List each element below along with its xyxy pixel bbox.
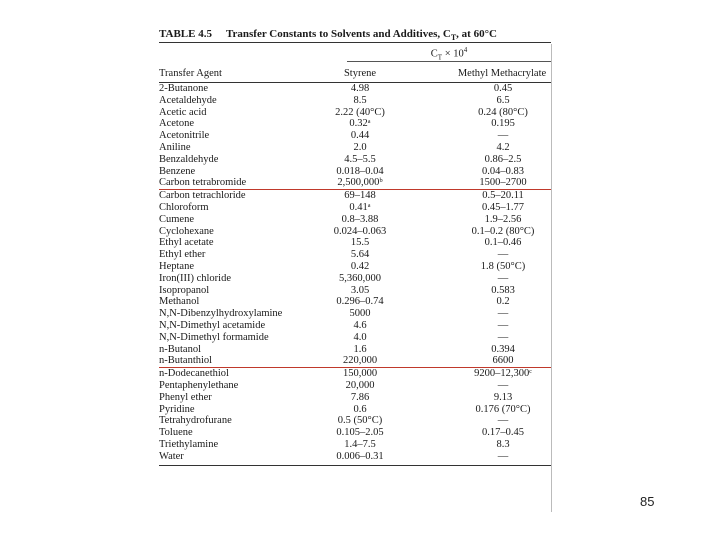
table-row [159, 166, 551, 178]
styrene-cell: 150,000 [342, 368, 378, 380]
table-row [159, 344, 551, 356]
styrene-cell: 4.5–5.5 [344, 153, 376, 165]
styrene-cell: 0.6 [353, 403, 367, 415]
agent-cell: Phenyl ether [159, 391, 212, 403]
mma-cell: — [497, 130, 509, 142]
page-number: 85 [640, 494, 655, 509]
table-row [159, 154, 551, 166]
agent-cell: Ethyl acetate [159, 237, 214, 249]
agent-cell: Cyclohexane [159, 225, 214, 237]
styrene-cell: 0.44 [350, 130, 370, 142]
agent-cell: N,N-Dimethyl formamide [159, 331, 269, 343]
table-container [159, 26, 551, 466]
ct-spanner-rule [347, 61, 551, 62]
mma-cell: 0.1–0.2 (80°C) [471, 225, 535, 237]
agent-cell: Triethylamine [159, 438, 219, 450]
styrene-cell: 2.22 (40°C) [335, 106, 385, 118]
table-row [159, 355, 551, 368]
styrene-cell: 15.5 [350, 237, 370, 249]
agent-cell: Cumene [159, 213, 194, 225]
styrene-cell: 4.0 [353, 331, 367, 343]
header-styrene: Styrene [343, 68, 377, 79]
agent-cell: Pentaphenylethane [159, 379, 239, 391]
mma-cell: 0.2 [496, 296, 510, 308]
agent-cell: Water [159, 450, 184, 462]
table-row [159, 142, 551, 154]
table-row [159, 107, 551, 119]
table-row [159, 83, 551, 95]
styrene-cell: 0.006–0.31 [336, 450, 384, 462]
agent-cell: n-Butanol [159, 343, 201, 355]
mma-cell: — [497, 379, 509, 391]
styrene-cell: 0.5 (50°C) [337, 415, 383, 427]
agent-cell: Iron(III) chloride [159, 272, 232, 284]
mma-cell: — [497, 272, 509, 284]
table-row [159, 237, 551, 249]
table-row [159, 439, 551, 451]
table-row [159, 95, 551, 107]
styrene-cell: 0.41ᵃ [349, 201, 371, 213]
table-row [159, 261, 551, 273]
styrene-cell: 69–148 [344, 190, 376, 202]
table-row [159, 404, 551, 416]
styrene-cell: 0.42 [350, 260, 370, 272]
agent-cell: Methanol [159, 296, 200, 308]
mma-cell: 1.9–2.56 [484, 213, 522, 225]
styrene-cell: 4.98 [350, 83, 370, 94]
table-row [159, 273, 551, 285]
agent-cell: Benzene [159, 165, 196, 177]
agent-cell: Isopropanol [159, 284, 210, 296]
styrene-cell: 3.05 [350, 284, 370, 296]
styrene-cell: 0.105–2.05 [336, 427, 384, 439]
title-end: , at 60°C [456, 28, 497, 40]
table-row [159, 190, 551, 202]
styrene-cell: 5.64 [350, 249, 370, 261]
table-title [159, 26, 551, 42]
agent-cell: Acetone [159, 118, 194, 130]
mma-cell: — [497, 249, 509, 261]
table-row [159, 130, 551, 142]
agent-cell: Aniline [159, 141, 191, 153]
agent-cell: Acetaldehyde [159, 94, 217, 106]
mma-cell: 0.17–0.45 [482, 427, 524, 439]
table-row [159, 202, 551, 214]
mma-cell: 0.86–2.5 [484, 153, 522, 165]
styrene-cell: 1.6 [353, 343, 367, 355]
table-row [159, 451, 551, 463]
styrene-cell: 8.5 [353, 94, 367, 106]
mma-cell: 6.5 [496, 94, 510, 106]
table-row [159, 296, 551, 308]
styrene-cell: 0.8–3.88 [341, 213, 379, 225]
agent-cell: Carbon tetrachloride [159, 190, 246, 202]
styrene-cell: 5,360,000 [339, 272, 381, 284]
styrene-cell: 4.6 [353, 319, 367, 331]
agent-cell: Ethyl ether [159, 249, 206, 261]
mma-cell: 0.1–0.46 [484, 237, 522, 249]
agent-cell: N,N-Dimethyl acetamide [159, 319, 266, 331]
column-headers [159, 65, 551, 82]
mma-cell: 0.195 [491, 118, 515, 130]
title-subscript: T [450, 33, 457, 43]
mma-cell: 1.8 (50°C) [480, 260, 526, 272]
mma-cell: — [497, 450, 509, 462]
table-row [159, 308, 551, 320]
mma-cell: 0.04–0.83 [482, 165, 524, 177]
table-row [159, 177, 551, 190]
agent-cell: Toluene [159, 427, 193, 439]
mma-cell: 6600 [492, 355, 514, 367]
agent-cell: Chloroform [159, 201, 209, 213]
mma-cell: 8.3 [496, 438, 510, 450]
agent-cell: Tetrahydrofurane [159, 415, 232, 427]
right-border [551, 44, 552, 512]
table-row [159, 226, 551, 238]
styrene-cell: 20,000 [345, 379, 375, 391]
mma-cell: 0.5–20.11 [482, 190, 524, 202]
agent-cell: n-Butanthiol [159, 355, 213, 367]
table-row [159, 214, 551, 226]
mma-cell: 1500–2700 [479, 177, 527, 189]
table-body [159, 83, 551, 463]
styrene-cell: 0.296–0.74 [336, 296, 384, 308]
agent-cell: Acetic acid [159, 106, 207, 118]
table-row [159, 118, 551, 130]
mma-cell: — [497, 308, 509, 320]
mma-cell: 0.176 (70°C) [475, 403, 531, 415]
ct-label: $C_T \times 10^4$ [430, 46, 468, 62]
table-row [159, 320, 551, 332]
table-row [159, 380, 551, 392]
agent-cell: Heptane [159, 260, 194, 272]
mma-cell: 0.583 [491, 284, 515, 296]
table-row [159, 332, 551, 344]
table-row [159, 249, 551, 261]
bottom-rule [159, 465, 551, 466]
agent-cell: n-Dodecanethiol [159, 368, 229, 380]
table-number: TABLE 4.5 [159, 28, 212, 40]
agent-cell: Pyridine [159, 403, 195, 415]
mma-cell: 9.13 [493, 391, 513, 403]
header-transfer-agent: Transfer Agent [159, 68, 222, 79]
agent-cell: Benzaldehyde [159, 153, 219, 165]
styrene-cell: 5000 [349, 308, 371, 320]
styrene-cell: 1.4–7.5 [344, 438, 376, 450]
styrene-cell: 2,500,000ᵇ [337, 177, 383, 189]
mma-cell: — [497, 415, 509, 427]
styrene-cell: 0.018–0.04 [336, 165, 384, 177]
agent-cell: Carbon tetrabromide [159, 177, 247, 189]
mma-cell: 9200–12,300ᶜ [474, 368, 532, 380]
mma-cell: — [497, 331, 509, 343]
table-row [159, 415, 551, 427]
table-row [159, 368, 551, 380]
mma-cell: 0.24 (80°C) [478, 106, 528, 118]
agent-cell: 2-Butanone [159, 83, 208, 94]
header-mma: Methyl Methacrylate [457, 68, 547, 79]
agent-cell: Acetonitrile [159, 130, 210, 142]
mma-cell: — [497, 319, 509, 331]
mma-cell: 4.2 [496, 141, 510, 153]
title-main: Transfer Constants to Solvents and Additives, C [225, 28, 451, 40]
table-row [159, 392, 551, 404]
agent-cell: N,N-Dibenzylhydroxylamine [159, 308, 283, 320]
mma-cell: 0.45–1.77 [482, 201, 524, 213]
styrene-cell: 7.86 [350, 391, 370, 403]
styrene-cell: 0.024–0.063 [333, 225, 387, 237]
styrene-cell: 220,000 [342, 355, 378, 367]
mma-cell: 0.45 [493, 83, 513, 94]
styrene-cell: 2.0 [353, 141, 367, 153]
table-row [159, 427, 551, 439]
mma-cell: 0.394 [491, 343, 515, 355]
table-row [159, 285, 551, 297]
ct-header [159, 43, 551, 65]
styrene-cell: 0.32ᵃ [349, 118, 371, 130]
